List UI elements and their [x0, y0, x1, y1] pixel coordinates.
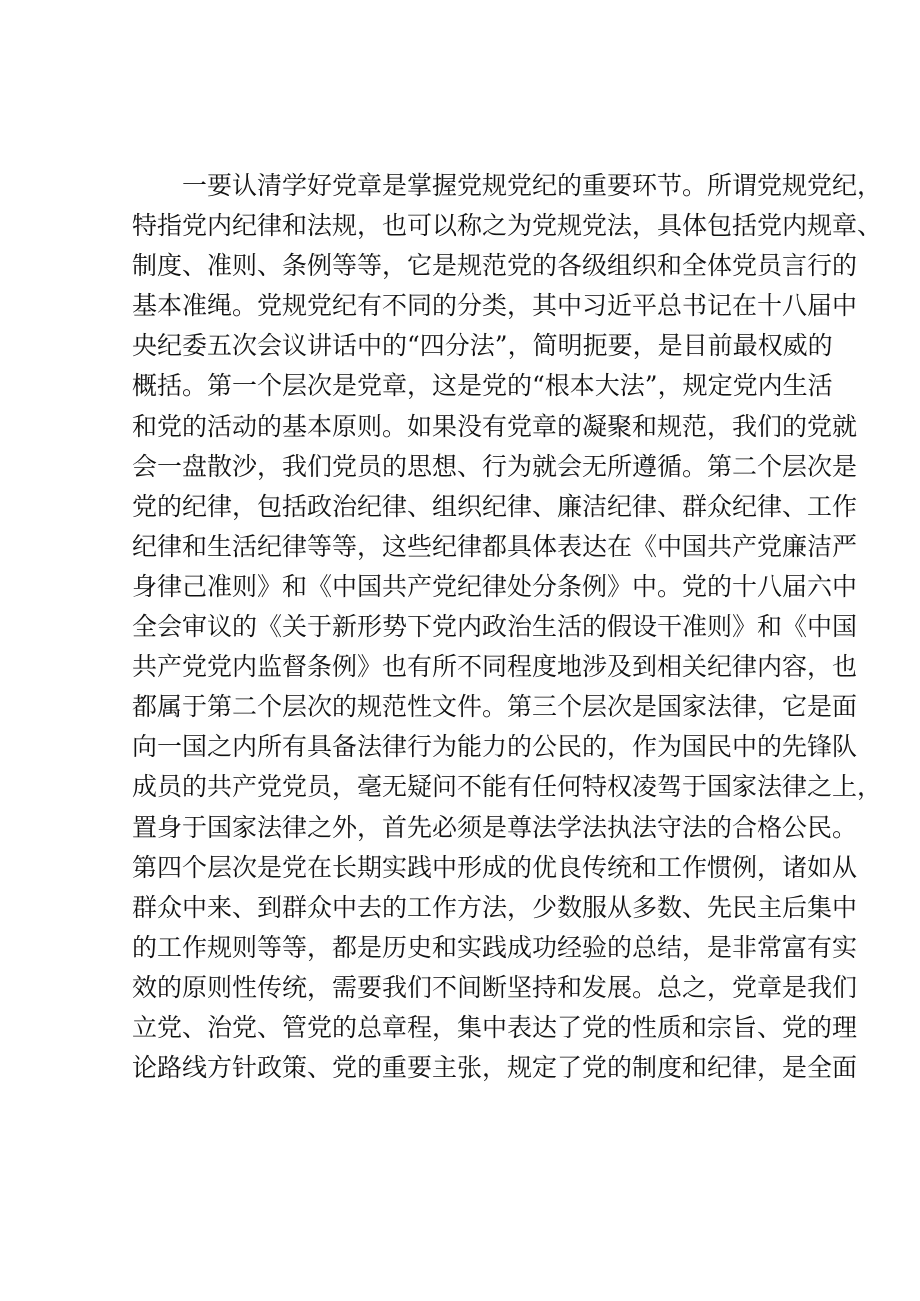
text-line: 论路线方针政策、党的重要主张，规定了党的制度和纪律，是全面: [132, 1053, 858, 1083]
text-line: 第四个层次是党在长期实践中形成的优良传统和工作惯例，诸如从: [132, 852, 858, 882]
text-line: 群众中来、到群众中去的工作方法，少数服从多数、先民主后集中: [132, 892, 858, 922]
text-line: 的工作规则等等，都是历史和实践成功经验的总结，是非常富有实: [132, 932, 858, 962]
body-paragraph: [132, 166, 883, 1088]
text-line: 会一盘散沙，我们党员的思想、行为就会无所遵循。第二个层次是: [132, 451, 858, 481]
text-line: 基本准绳。党规党纪有不同的分类，其中习近平总书记在十八届中: [132, 291, 858, 321]
text-line: 立党、治党、管党的总章程，集中表达了党的性质和宗旨、党的理: [132, 1012, 858, 1042]
text-line: 成员的共产党党员，毫无疑问不能有任何特权凌驾于国家法律之上，: [132, 772, 883, 802]
text-line: 特指党内纪律和法规，也可以称之为党规党法，具体包括党内规章、: [132, 211, 883, 241]
text-line: 都属于第二个层次的规范性文件。第三个层次是国家法律，它是面: [132, 692, 858, 722]
text-line: 概括。第一个层次是党章，这是党的“根本大法”，规定党内生活: [132, 371, 833, 401]
text-line: 效的原则性传统，需要我们不间断坚持和发展。总之，党章是我们: [132, 972, 858, 1002]
text-line: 纪律和生活纪律等等，这些纪律都具体表达在《中国共产党廉洁严: [132, 531, 858, 561]
text-line: 身律己准则》和《中国共产党纪律处分条例》中。党的十八届六中: [132, 571, 858, 601]
text-line: 和党的活动的基本原则。如果没有党章的凝聚和规范，我们的党就: [132, 411, 858, 441]
text-line: 共产党党内监督条例》也有所不同程度地涉及到相关纪律内容，也: [132, 652, 858, 682]
text-line: 央纪委五次会议讲话中的“四分法”，简明扼要，是目前最权威的: [132, 331, 833, 361]
text-line: 一要认清学好党章是掌握党规党纪的重要环节。所谓党规党纪，: [182, 171, 883, 200]
text-line: 党的纪律，包括政治纪律、组织纪律、廉洁纪律、群众纪律、工作: [132, 491, 858, 521]
text-line: 置身于国家法律之外，首先必须是尊法学法执法守法的合格公民。: [132, 812, 858, 842]
text-line: 全会审议的《关于新形势下党内政治生活的假设干准则》和《中国: [132, 612, 858, 642]
text-line: 制度、准则、条例等等，它是规范党的各级组织和全体党员言行的: [132, 251, 858, 281]
text-line: 向一国之内所有具备法律行为能力的公民的，作为国民中的先锋队: [132, 732, 858, 762]
